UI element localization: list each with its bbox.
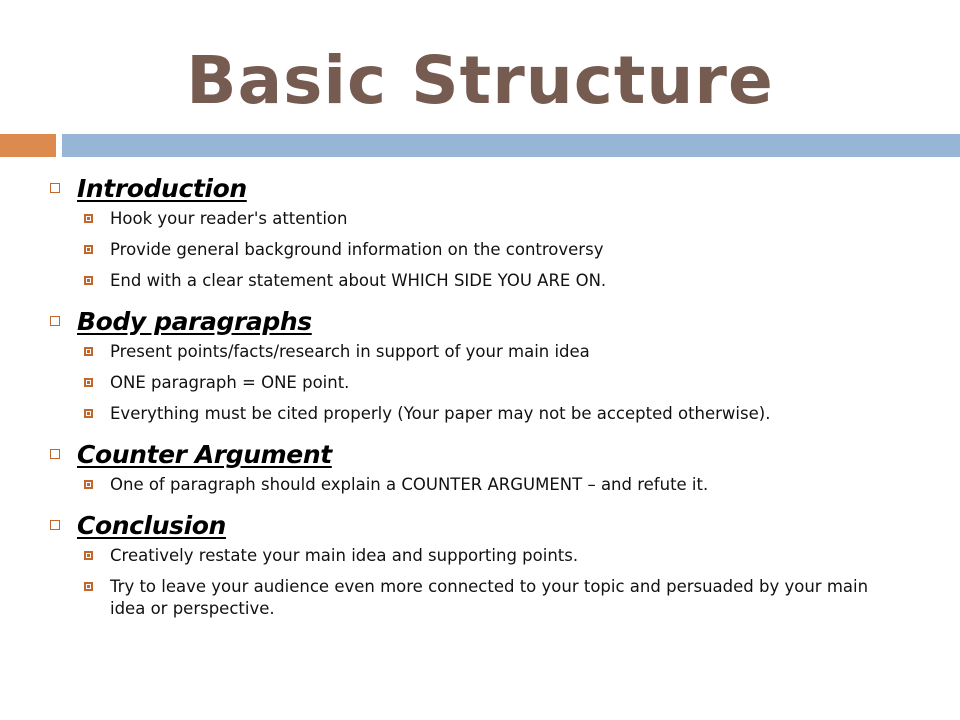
- square-bullet-icon: [84, 551, 93, 560]
- section-body-paragraphs: [46, 301, 906, 425]
- accent-bar-orange: [0, 134, 56, 157]
- box-bullet-icon: [50, 520, 60, 530]
- list-item: One of paragraph should explain a COUNTER ARGUMENT – and refute it.: [84, 474, 906, 496]
- box-bullet-icon: [50, 449, 60, 459]
- square-bullet-icon: [84, 582, 93, 591]
- section-heading: Counter Argument: [77, 439, 332, 469]
- section-heading: Conclusion: [77, 510, 226, 540]
- square-bullet-icon: [84, 480, 93, 489]
- square-bullet-icon: [84, 214, 93, 223]
- section-counter-argument: [46, 434, 906, 496]
- list-item: Try to leave your audience even more connected to your topic and persuaded by your main idea or perspective.: [84, 576, 906, 620]
- accent-bar-blue: [62, 134, 960, 157]
- list-item: Provide general background information on the controversy: [84, 239, 906, 261]
- section-introduction: [46, 168, 906, 292]
- list-item: Present points/facts/research in support of your main idea: [84, 341, 906, 363]
- list-item: Creatively restate your main idea and supporting points.: [84, 545, 906, 567]
- slide-title: Basic Structure: [186, 42, 774, 119]
- box-bullet-icon: [50, 316, 60, 326]
- list-item: Hook your reader's attention: [84, 208, 906, 230]
- square-bullet-icon: [84, 347, 93, 356]
- square-bullet-icon: [84, 409, 93, 418]
- box-bullet-icon: [50, 183, 60, 193]
- list-item: ONE paragraph = ONE point.: [84, 372, 906, 394]
- square-bullet-icon: [84, 378, 93, 387]
- section-heading: Body paragraphs: [77, 306, 312, 336]
- section-heading: Introduction: [77, 173, 247, 203]
- list-item: Everything must be cited properly (Your paper may not be accepted otherwise).: [84, 403, 906, 425]
- square-bullet-icon: [84, 276, 93, 285]
- square-bullet-icon: [84, 245, 93, 254]
- slide-content: [46, 168, 906, 629]
- list-item: End with a clear statement about WHICH SIDE YOU ARE ON.: [84, 270, 906, 292]
- section-conclusion: [46, 505, 906, 620]
